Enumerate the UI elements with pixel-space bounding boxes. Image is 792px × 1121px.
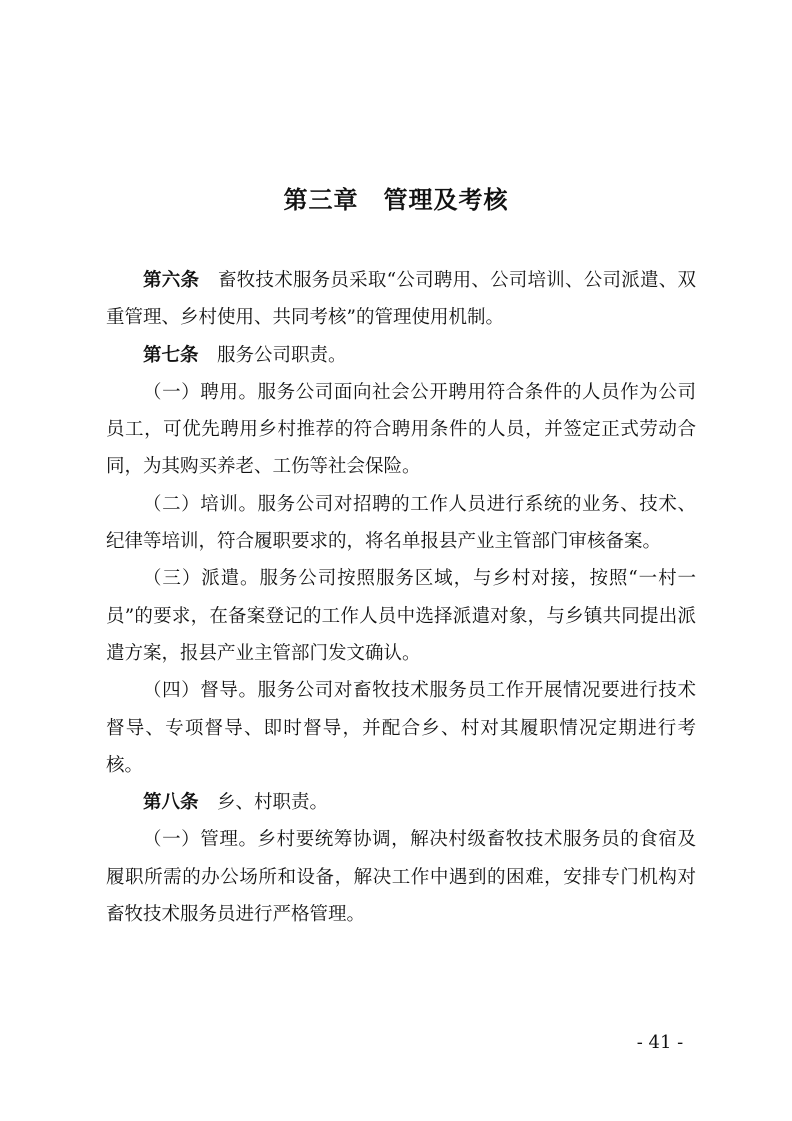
- article-heading: 第七条: [143, 344, 199, 366]
- paragraph-dispatch: [106, 560, 696, 672]
- article-heading: 第八条: [143, 792, 199, 814]
- article-heading: 第六条: [143, 270, 200, 291]
- paragraph-text: （一）管理。乡村要统筹协调，解决村级畜牧技术服务员的食宿及履职所需的办公场所和设备，解决工作中遇到的困难，安排专门机构对畜牧技术服务员进行严格管理。: [106, 829, 696, 926]
- body-text: [106, 262, 696, 933]
- paragraph-management: [106, 821, 696, 933]
- paragraph-article-8: [106, 784, 696, 821]
- paragraph-article-6: [106, 262, 696, 337]
- paragraph-text: 乡、村职责。: [198, 792, 329, 814]
- chapter-title: 第三章 管理及考核: [283, 186, 509, 214]
- paragraph-hiring: [106, 374, 696, 486]
- paragraph-training: [106, 486, 696, 561]
- paragraph-text: 畜牧技术服务员采取“公司聘用、公司培训、公司派遣、双重管理、乡村使用、共同考核”的管理使用机制。: [106, 270, 696, 329]
- paragraph-article-7: [106, 337, 696, 374]
- paragraph-text: （一）聘用。服务公司面向社会公开聘用符合条件的人员作为公司员工，可优先聘用乡村推荐的符合聘用条件的人员，并签定正式劳动合同，为其购买养老、工伤等社会保险。: [106, 381, 696, 478]
- paragraph-text: （三）派遣。服务公司按照服务区域，与乡村对接，按照“一村一员”的要求，在备案登记的工作人员中选择派遣对象，与乡镇共同提出派遣方案，报县产业主管部门发文确认。: [106, 568, 696, 664]
- paragraph-text: （二）培训。服务公司对招聘的工作人员进行系统的业务、技术、纪律等培训，符合履职要求的，将名单报县产业主管部门审核备案。: [106, 493, 696, 553]
- paragraph-supervision: [106, 672, 696, 784]
- paragraph-text: （四）督导。服务公司对畜牧技术服务员工作开展情况要进行技术督导、专项督导、即时督导，并配合乡、村对其履职情况定期进行考核。: [106, 680, 696, 776]
- paragraph-text: 服务公司职责。: [198, 344, 347, 366]
- page-number: - 41 -: [636, 1032, 684, 1053]
